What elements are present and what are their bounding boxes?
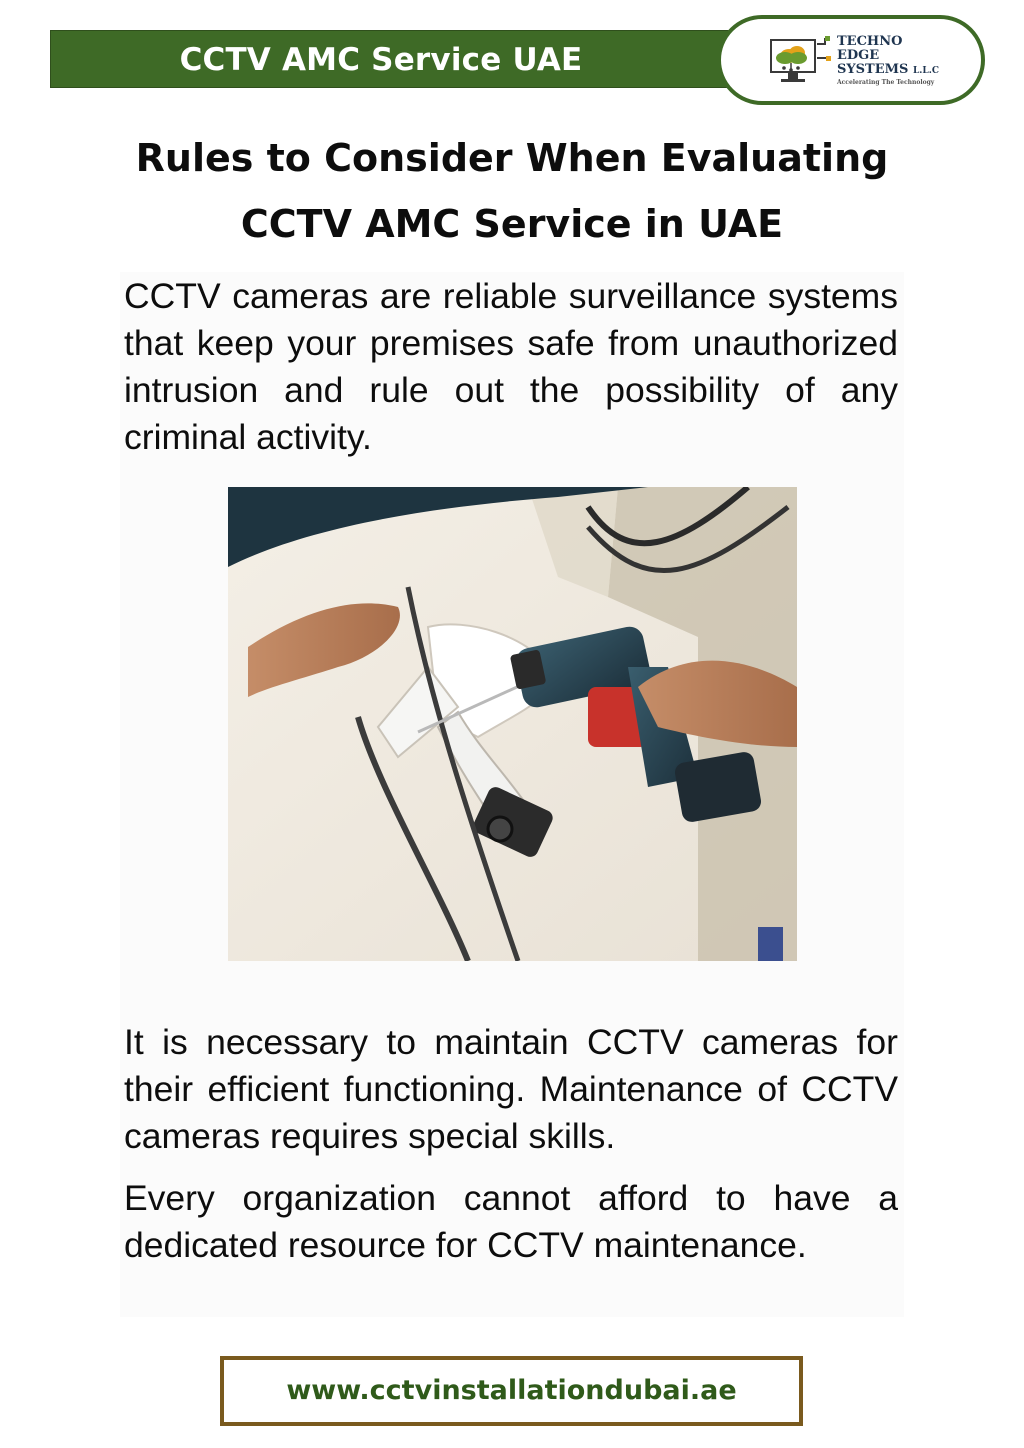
monitor-cloud-network-icon [769, 36, 831, 88]
logo-line-3: SYSTEMS [837, 62, 909, 77]
logo-line-2: EDGE [837, 48, 880, 63]
logo-tagline: Accelerating The Technology [837, 79, 935, 86]
website-link[interactable]: www.cctvinstallationdubai.ae [286, 1375, 737, 1406]
technician-installing-cctv-camera-image [228, 487, 797, 961]
logo-line-1: TECHNO [837, 34, 903, 49]
banner-title: CCTV AMC Service UAE [179, 42, 583, 78]
title-line-2: CCTV AMC Service in UAE [240, 202, 784, 246]
logo-text [837, 35, 939, 87]
photo-illustration [228, 487, 797, 961]
intro-paragraph: CCTV cameras are reliable surveillance systems that keep your premises safe from unauthorized intrusion and rule out the possibility of any criminal activity. [124, 276, 898, 457]
company-logo [717, 15, 985, 105]
header-banner [50, 30, 770, 88]
title-line-1: Rules to Consider When Evaluating [135, 136, 889, 180]
page-title [60, 125, 964, 257]
resource-paragraph: Every organization cannot afford to have a dedicated resource for CCTV maintenance. [124, 1178, 898, 1265]
maintenance-paragraph: It is necessary to maintain CCTV cameras for their efficient functioning. Maintenance of CCTV cameras requires special skills. [124, 1022, 898, 1156]
logo-suffix: L.L.C [912, 66, 940, 76]
footer-website-box [220, 1356, 803, 1426]
